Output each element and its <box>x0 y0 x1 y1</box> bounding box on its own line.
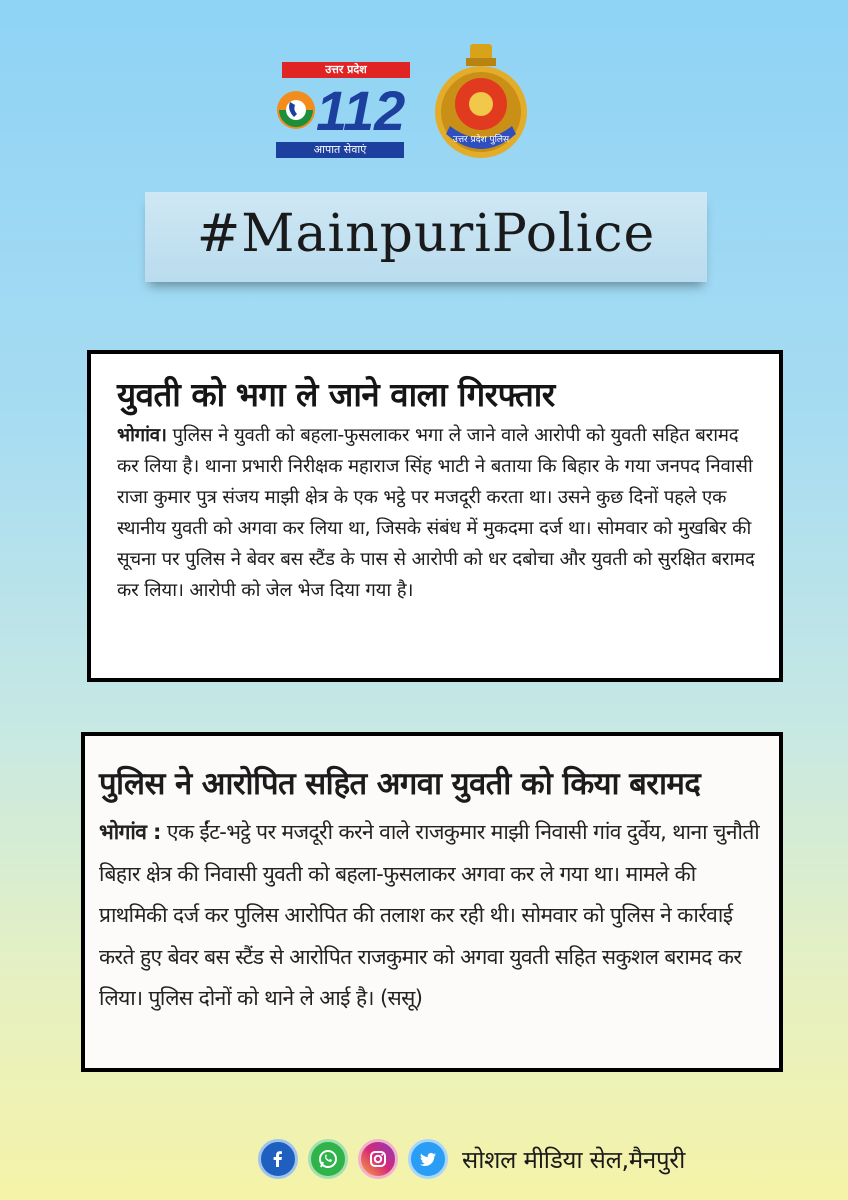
instagram-icon[interactable] <box>358 1139 398 1179</box>
phone-112-icon <box>276 80 412 138</box>
social-media-cell-label: सोशल मीडिया सेल,मैनपुरी <box>462 1145 686 1174</box>
hashtag-banner: #MainpuriPolice <box>145 192 707 282</box>
news-clipping-2 <box>81 732 783 1072</box>
clipping-2-dateline: भोगांव : <box>99 820 161 844</box>
logo-number: 112 <box>316 80 406 138</box>
logo-state-label: उत्तर प्रदेश <box>282 62 410 78</box>
news-clipping-1 <box>87 350 783 682</box>
clipping-2-body <box>99 812 765 1020</box>
clipping-2-text: एक ईंट-भट्ठे पर मजदूरी करने वाले राजकुमार माझी निवासी गांव दुर्वेय, थाना चुनौती बिहार क्षेत्र की निवासी युवती को बहला-फुसलाकर अगवा कर ले गया था। मामले की प्राथमिकी दर्ज कर पुलिस आरोपित की तलाश कर रही थी। सोमवार को पुलिस ने कार्रवाई करते हुए बेवर बस स्टैंड से आरोपित राजकुमार को अगवा युवती सहित सकुशल बरामद कर लिया। पुलिस दोनों को थाने ले आई है। (ससू) <box>99 820 760 1010</box>
emblem-text: उत्तर प्रदेश पुलिस <box>452 135 510 145</box>
clipping-2-headline: पुलिस ने आरोपित सहित अगवा युवती को किया बरामद <box>99 766 701 802</box>
up112-logo <box>276 62 412 160</box>
up-police-emblem-icon <box>428 42 534 162</box>
social-media-footer <box>258 1138 685 1180</box>
logo-service-label: आपात सेवाएं <box>276 142 404 158</box>
clipping-1-dateline: भोगांव। <box>117 425 167 446</box>
facebook-icon[interactable] <box>258 1139 298 1179</box>
clipping-1-text: पुलिस ने युवती को बहला-फुसलाकर भगा ले जाने वाले आरोपी को युवती सहित बरामद कर लिया है। थाना प्रभारी निरीक्षक महाराज सिंह भाटी ने बताया कि बिहार के गया जनपद निवासी राजा कुमार पुत्र संजय माझी क्षेत्र के एक भट्ठे पर मजदूरी करता था। उसने कुछ दिनों पहले एक स्थानीय युवती को अगवा कर लिया था, जिसके संबंध में मुकदमा दर्ज था। सोमवार को मुखबिर की सूचना पर पुलिस ने बेवर बस स्टैंड के पास से आरोपी को धर दबोचा और युवती को सुरक्षित बरामद कर लिया। आरोपी को जेल भेज दिया गया है। <box>117 425 755 601</box>
clipping-1-body <box>117 420 759 606</box>
clipping-1-headline: युवती को भगा ले जाने वाला गिरफ्तार <box>117 375 555 414</box>
whatsapp-icon[interactable] <box>308 1139 348 1179</box>
twitter-icon[interactable] <box>408 1139 448 1179</box>
